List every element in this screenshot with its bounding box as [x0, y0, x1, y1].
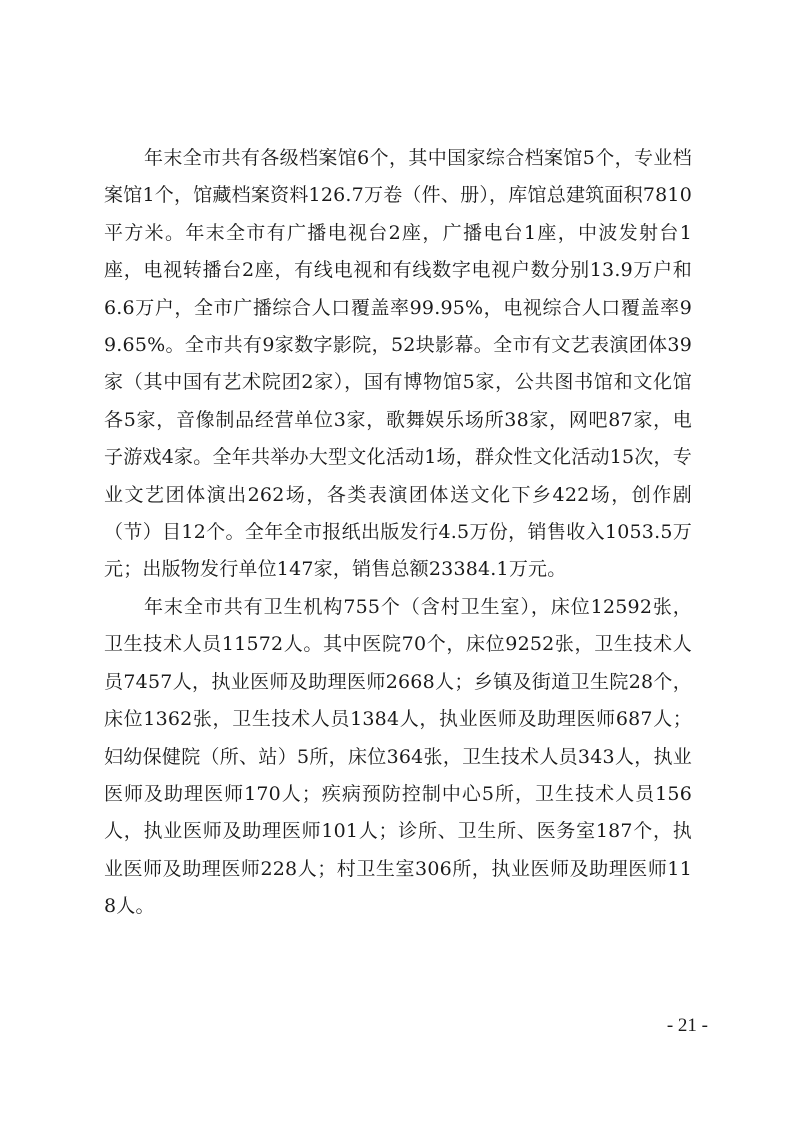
body-text [104, 140, 692, 926]
paragraph-health: 年末全市共有卫生机构755个（含村卫生室），床位12592张，卫生技术人员11572人。其中医院70个，床位9252张，卫生技术人员7457人，执业医师及助理医师2668人；乡镇及街道卫生院28个，床位1362张，卫生技术人员1384人，执业医师及助理医师687人；妇幼保健院（所、站）5所，床位364张，卫生技术人员343人，执业医师及助理医师170人；疾病预防控制中心5所，卫生技术人员156人，执业医师及助理医师101人；诊所、卫生所、医务室187个，执业医师及助理医师228人；村卫生室306所，执业医师及助理医师118人。 [104, 595, 692, 918]
page-number: - 21 - [666, 1015, 708, 1036]
paragraph-culture: 年末全市共有各级档案馆6个，其中国家综合档案馆5个，专业档案馆1个，馆藏档案资料126.7万卷（件、册），库馆总建筑面积7810平方米。年末全市有广播电视台2座，广播电台1座，中波发射台1座，电视转播台2座，有线电视和有线数字电视户数分别13.9万户和6.6万户，全市广播综合人口覆盖率99.95%，电视综合人口覆盖率99.65%。全市共有9家数字影院，52块影幕。全市有文艺表演团体39家（其中国有艺术院团2家），国有博物馆5家，公共图书馆和文化馆各5家，音像制品经营单位3家，歌舞娱乐场所38家，网吧87家，电子游戏4家。全年共举办大型文化活动1场，群众性文化活动15次，专业文艺团体演出262场，各类表演团体送文化下乡422场，创作剧（节）目12个。全年全市报纸出版发行4.5万份，销售收入1053.5万元；出版物发行单位147家，销售总额23384.1万元。 [104, 147, 692, 581]
